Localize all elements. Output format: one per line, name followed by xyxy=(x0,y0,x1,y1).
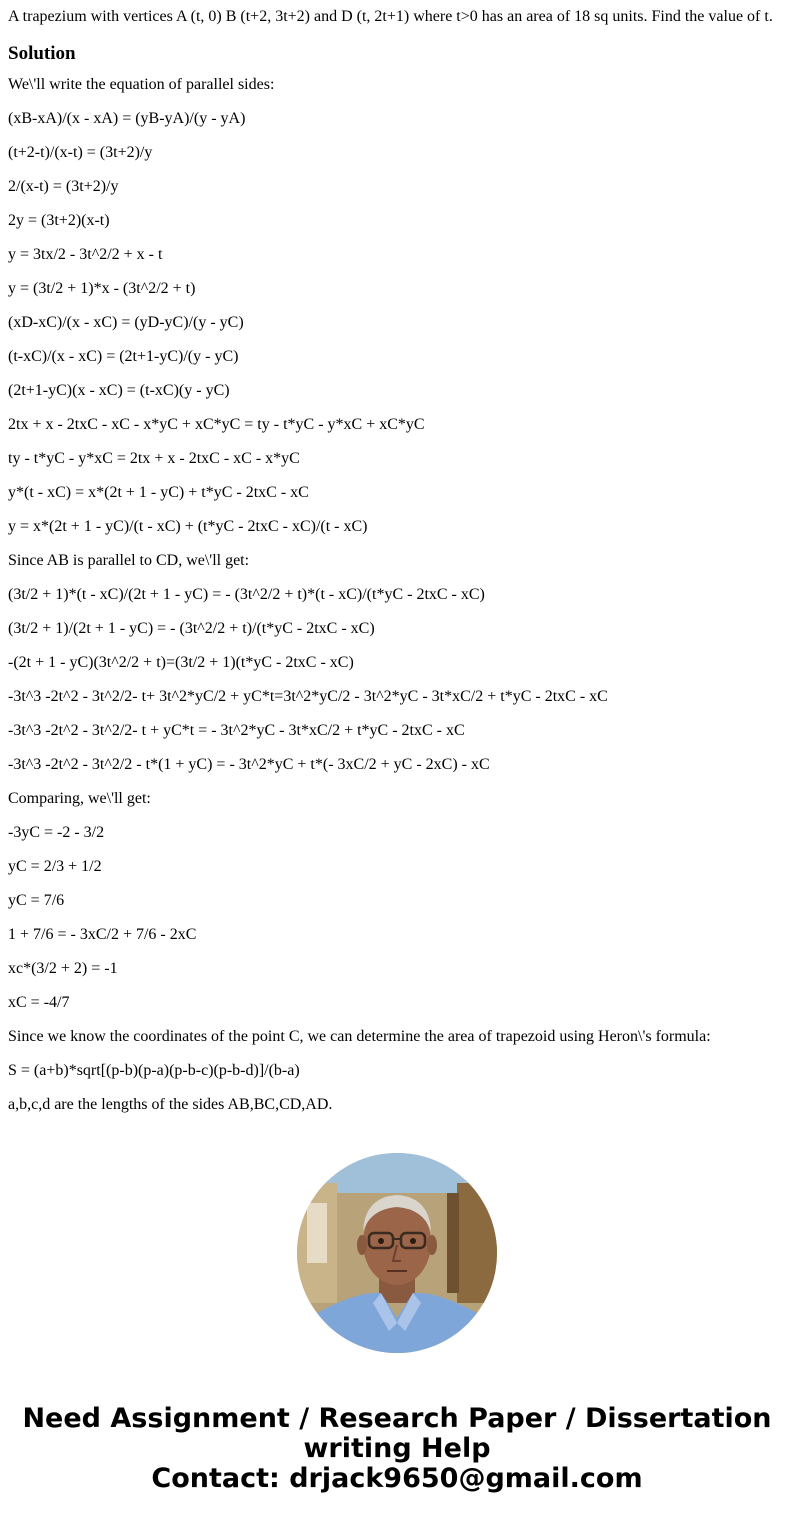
solution-lines xyxy=(8,75,788,1114)
solution-line: yC = 7/6 xyxy=(8,892,65,909)
promo-contact: Contact: drjack9650@gmail.com xyxy=(151,1463,643,1494)
solution-line: a,b,c,d are the lengths of the sides AB,BC,CD,AD. xyxy=(8,1096,333,1113)
solution-line: -3yC = -2 - 3/2 xyxy=(8,824,105,841)
solution-line: 2tx + x - 2txC - xC - x*yC + xC*yC = ty - t*yC - y*xC + xC*yC xyxy=(8,416,425,433)
solution-line: We\'ll write the equation of parallel sides: xyxy=(8,76,275,93)
document-body xyxy=(8,0,788,1129)
question-text: A trapezium with vertices A (t, 0) B (t+2, 3t+2) and D (t, 2t+1) where t>0 has an area of 18 sq units. Find the value of t. xyxy=(8,8,773,25)
solution-line: y = (3t/2 + 1)*x - (3t^2/2 + t) xyxy=(8,280,196,297)
solution-line: 2y = (3t+2)(x-t) xyxy=(8,212,110,229)
solution-line: xC = -4/7 xyxy=(8,994,70,1011)
solution-line: ty - t*yC - y*xC = 2tx + x - 2txC - xC - x*yC xyxy=(8,450,300,467)
solution-line: y = x*(2t + 1 - yC)/(t - xC) + (t*yC - 2txC - xC)/(t - xC) xyxy=(8,518,368,535)
solution-line: -3t^3 -2t^2 - 3t^2/2- t+ 3t^2*yC/2 + yC*t=3t^2*yC/2 - 3t^2*yC - 3t*xC/2 + t*yC - 2txC - xC xyxy=(8,688,608,705)
solution-line: (3t/2 + 1)/(2t + 1 - yC) = - (3t^2/2 + t)/(t*yC - 2txC - xC) xyxy=(8,620,375,637)
solution-line: xc*(3/2 + 2) = -1 xyxy=(8,960,118,977)
author-photo-illustration xyxy=(297,1153,497,1353)
solution-line: (t-xC)/(x - xC) = (2t+1-yC)/(y - yC) xyxy=(8,348,239,365)
solution-line: (t+2-t)/(x-t) = (3t+2)/y xyxy=(8,144,153,161)
promo-line-2: writing Help xyxy=(303,1433,491,1464)
solution-line: -3t^3 -2t^2 - 3t^2/2- t + yC*t = - 3t^2*yC - 3t*xC/2 + t*yC - 2txC - xC xyxy=(8,722,465,739)
promo-line-1: Need Assignment / Research Paper / Dissertation xyxy=(22,1403,772,1434)
solution-line: y*(t - xC) = x*(2t + 1 - yC) + t*yC - 2txC - xC xyxy=(8,484,309,501)
solution-line: (2t+1-yC)(x - xC) = (t-xC)(y - yC) xyxy=(8,382,230,399)
solution-line: 1 + 7/6 = - 3xC/2 + 7/6 - 2xC xyxy=(8,926,197,943)
solution-line: Comparing, we\'ll get: xyxy=(8,790,151,807)
solution-line: -3t^3 -2t^2 - 3t^2/2 - t*(1 + yC) = - 3t^2*yC + t*(- 3xC/2 + yC - 2xC) - xC xyxy=(8,756,490,773)
solution-line: yC = 2/3 + 1/2 xyxy=(8,858,102,875)
author-avatar xyxy=(297,1153,497,1353)
solution-line: (xD-xC)/(x - xC) = (yD-yC)/(y - yC) xyxy=(8,314,244,331)
solution-line: 2/(x-t) = (3t+2)/y xyxy=(8,178,119,195)
solution-line: -(2t + 1 - yC)(3t^2/2 + t)=(3t/2 + 1)(t*yC - 2txC - xC) xyxy=(8,654,354,671)
solution-line: (xB-xA)/(x - xA) = (yB-yA)/(y - yA) xyxy=(8,110,246,127)
solution-line: S = (a+b)*sqrt[(p-b)(p-a)(p-b-c)(p-b-d)]/(b-a) xyxy=(8,1062,300,1079)
solution-line: y = 3tx/2 - 3t^2/2 + x - t xyxy=(8,246,163,263)
promo-banner xyxy=(0,1404,794,1494)
solution-heading: Solution xyxy=(8,43,76,64)
solution-line: (3t/2 + 1)*(t - xC)/(2t + 1 - yC) = - (3t^2/2 + t)*(t - xC)/(t*yC - 2txC - xC) xyxy=(8,586,485,603)
solution-line: Since AB is parallel to CD, we\'ll get: xyxy=(8,552,250,569)
solution-line: Since we know the coordinates of the point C, we can determine the area of trapezoid using Heron\'s formula: xyxy=(8,1028,711,1045)
